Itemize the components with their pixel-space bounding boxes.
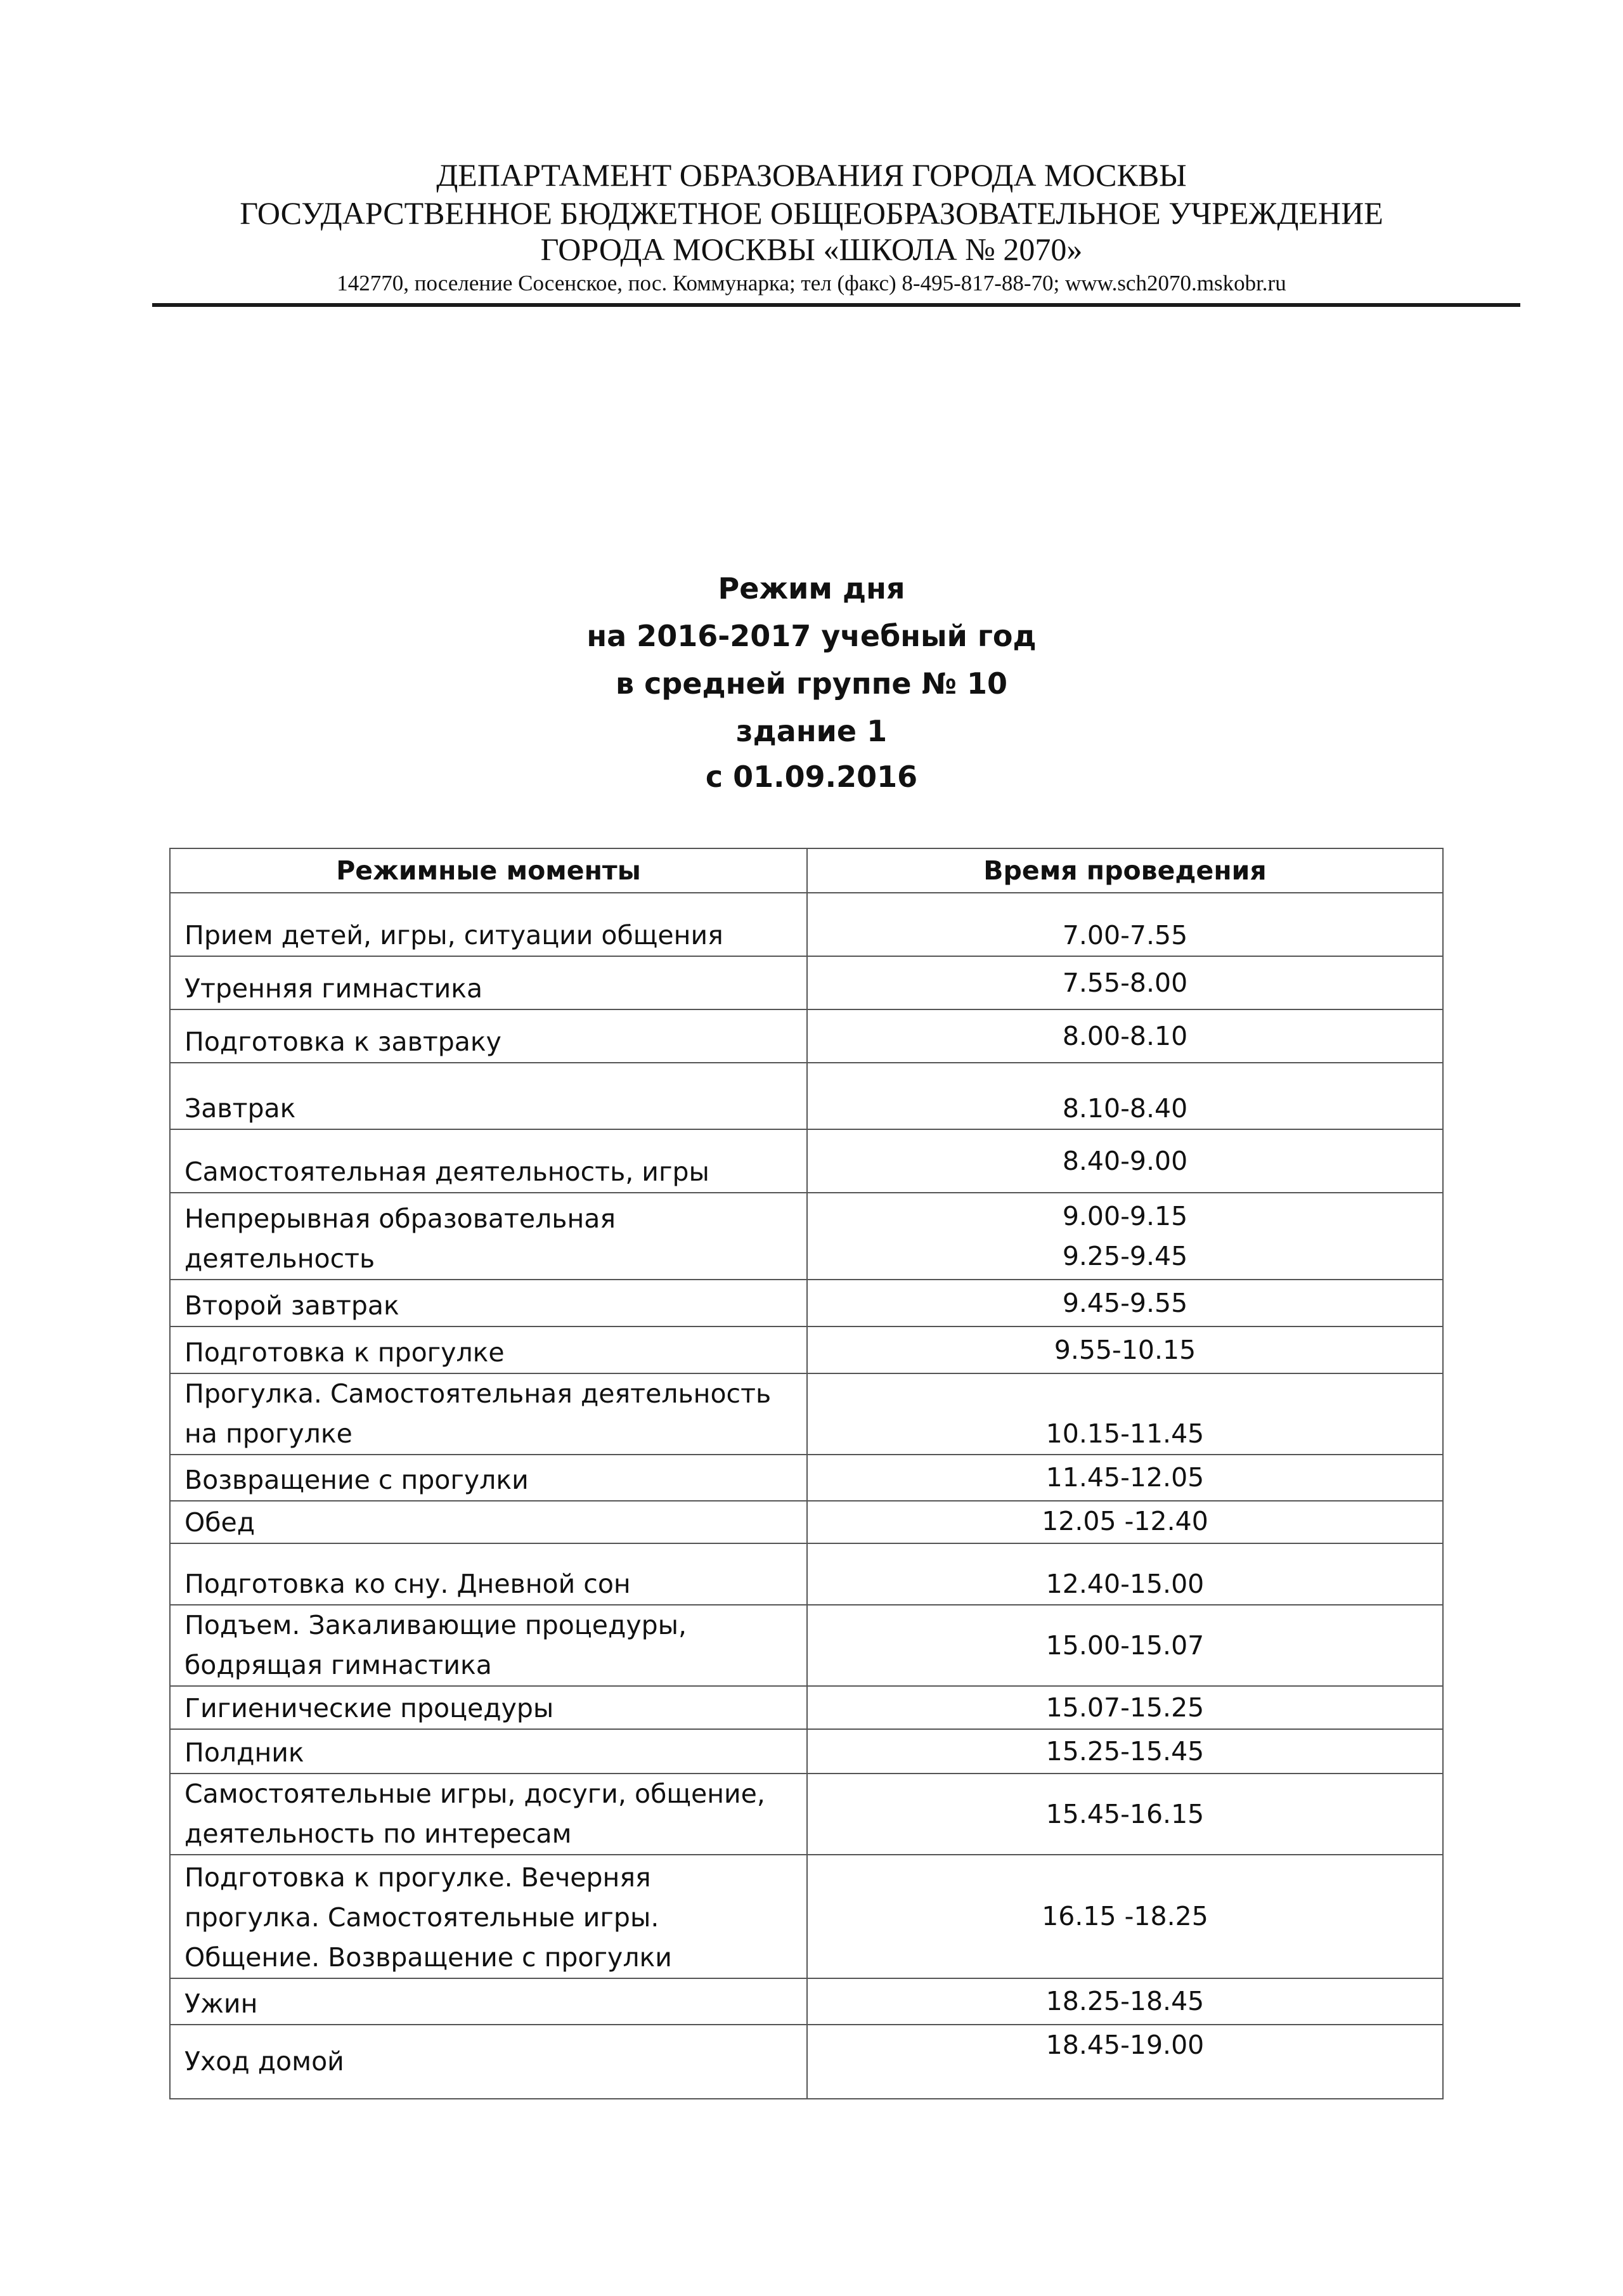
time-text: 7.00-7.55 xyxy=(1062,920,1188,950)
activity-cell xyxy=(170,1543,807,1605)
table-row xyxy=(170,1729,1443,1774)
table-row xyxy=(170,1686,1443,1729)
time-text: 15.07-15.25 xyxy=(1045,1692,1205,1723)
table-row xyxy=(170,1605,1443,1686)
activity-text: Подъем. Закаливающие процедуры, xyxy=(184,1610,687,1640)
time-text: 9.45-9.55 xyxy=(1062,1287,1188,1318)
activity-text: Непрерывная образовательная xyxy=(184,1203,616,1234)
table-row xyxy=(170,1129,1443,1193)
time-text: 12.40-15.00 xyxy=(1045,1569,1205,1599)
time-cell xyxy=(807,1543,1443,1605)
activity-cell xyxy=(170,1501,807,1543)
activity-text: Уход домой xyxy=(184,2046,344,2077)
table-row xyxy=(170,1009,1443,1063)
time-text: 10.15-11.45 xyxy=(1045,1418,1205,1449)
activity-cell xyxy=(170,1729,807,1774)
table-row xyxy=(170,1455,1443,1501)
table-header-row xyxy=(170,848,1443,893)
time-text: 9.00-9.15 xyxy=(1062,1200,1188,1231)
activity-cell xyxy=(170,1855,807,1978)
time-text: 7.55-8.00 xyxy=(1062,967,1188,998)
time-text: 18.25-18.45 xyxy=(1045,1986,1205,2016)
time-text: 8.00-8.10 xyxy=(1062,1020,1188,1051)
activity-cell xyxy=(170,1326,807,1373)
time-cell xyxy=(807,893,1443,956)
activity-text: Подготовка ко сну. Дневной сон xyxy=(184,1569,631,1599)
table-row xyxy=(170,1855,1443,1978)
time-cell xyxy=(807,1193,1443,1280)
activity-text: Ужин xyxy=(184,1988,258,2019)
time-text: 9.55-10.15 xyxy=(1054,1334,1196,1365)
time-cell xyxy=(807,1501,1443,1543)
schedule-table xyxy=(169,848,1444,2099)
table-row xyxy=(170,1501,1443,1543)
activity-cell xyxy=(170,1605,807,1686)
activity-cell xyxy=(170,1373,807,1455)
activity-text: Самостоятельные игры, досуги, общение, xyxy=(184,1779,765,1809)
activity-text: бодрящая гимнастика xyxy=(184,1650,492,1680)
activity-text: Прием детей, игры, ситуации общения xyxy=(184,920,723,950)
activity-text: прогулка. Самостоятельные игры. xyxy=(184,1902,659,1933)
activity-text: деятельность xyxy=(184,1243,375,1274)
time-text: 8.40-9.00 xyxy=(1062,1145,1188,1176)
title-line-3: в средней группе № 10 xyxy=(616,666,1007,701)
activity-text: Подготовка к завтраку xyxy=(184,1027,501,1057)
time-text: 12.05 -12.40 xyxy=(1042,1506,1208,1536)
table-row xyxy=(170,1543,1443,1605)
activity-text: деятельность по интересам xyxy=(184,1819,572,1849)
time-cell xyxy=(807,2025,1443,2099)
time-cell xyxy=(807,1686,1443,1729)
time-cell xyxy=(807,1855,1443,1978)
department-name: ДЕПАРТАМЕНТ ОБРАЗОВАНИЯ ГОРОДА МОСКВЫ xyxy=(436,157,1187,193)
table-row xyxy=(170,1193,1443,1280)
table-row xyxy=(170,2025,1443,2099)
time-cell xyxy=(807,1129,1443,1193)
activity-cell xyxy=(170,956,807,1009)
activity-cell xyxy=(170,1063,807,1129)
activity-cell xyxy=(170,1280,807,1326)
table-row xyxy=(170,956,1443,1009)
activity-cell xyxy=(170,1455,807,1501)
time-cell xyxy=(807,956,1443,1009)
title-line-1: Режим дня xyxy=(718,571,905,606)
table-row xyxy=(170,1978,1443,2025)
time-cell xyxy=(807,1729,1443,1774)
activity-cell xyxy=(170,1978,807,2025)
time-text: 9.25-9.45 xyxy=(1062,1240,1188,1271)
activity-text: Общение. Возвращение с прогулки xyxy=(184,1942,672,1973)
activity-cell xyxy=(170,893,807,956)
activity-text: Самостоятельная деятельность, игры xyxy=(184,1157,709,1187)
activity-text: Обед xyxy=(184,1507,255,1538)
institution-name: ГОСУДАРСТВЕННОЕ БЮДЖЕТНОЕ ОБЩЕОБРАЗОВАТЕЛЬНОЕ УЧРЕЖДЕНИЕ xyxy=(240,195,1383,231)
table-row xyxy=(170,1774,1443,1855)
time-text: 11.45-12.05 xyxy=(1045,1462,1205,1493)
time-cell xyxy=(807,1280,1443,1326)
activity-cell xyxy=(170,1129,807,1193)
time-cell xyxy=(807,1009,1443,1063)
table-row xyxy=(170,1280,1443,1326)
time-cell xyxy=(807,1455,1443,1501)
activity-text: Утренняя гимнастика xyxy=(184,973,483,1004)
column-header-activity: Режимные моменты xyxy=(170,848,807,893)
title-line-5: с 01.09.2016 xyxy=(705,760,918,794)
activity-text: на прогулке xyxy=(184,1418,352,1449)
school-name: ГОРОДА МОСКВЫ «ШКОЛА № 2070» xyxy=(540,231,1083,267)
time-cell xyxy=(807,1605,1443,1686)
time-text: 16.15 -18.25 xyxy=(1042,1901,1208,1931)
activity-cell xyxy=(170,1686,807,1729)
time-text: 18.45-19.00 xyxy=(1045,2030,1205,2060)
activity-text: Завтрак xyxy=(184,1093,296,1124)
activity-text: Возвращение с прогулки xyxy=(184,1465,529,1495)
table-row xyxy=(170,893,1443,956)
time-text: 15.00-15.07 xyxy=(1045,1630,1205,1661)
letterhead-divider xyxy=(152,303,1520,307)
activity-cell xyxy=(170,1193,807,1280)
time-cell xyxy=(807,1978,1443,2025)
table-row xyxy=(170,1326,1443,1373)
activity-text: Подготовка к прогулке xyxy=(184,1337,505,1368)
school-address: 142770, поселение Сосенское, пос. Коммунарка; тел (факс) 8-495-817-88-70; www.sch2070.mskobr.ru xyxy=(337,271,1286,295)
title-line-2: на 2016-2017 учебный год xyxy=(586,619,1037,653)
activity-text: Полдник xyxy=(184,1737,304,1768)
table-row xyxy=(170,1373,1443,1455)
time-cell xyxy=(807,1326,1443,1373)
time-cell xyxy=(807,1063,1443,1129)
activity-text: Прогулка. Самостоятельная деятельность xyxy=(184,1378,772,1409)
activity-text: Гигиенические процедуры xyxy=(184,1693,554,1723)
activity-cell xyxy=(170,2025,807,2099)
activity-text: Подготовка к прогулке. Вечерняя xyxy=(184,1862,651,1893)
time-cell xyxy=(807,1373,1443,1455)
activity-cell xyxy=(170,1009,807,1063)
time-cell xyxy=(807,1774,1443,1855)
activity-text: Второй завтрак xyxy=(184,1290,399,1321)
title-line-4: здание 1 xyxy=(735,714,888,748)
column-header-time: Время проведения xyxy=(807,848,1443,893)
activity-cell xyxy=(170,1774,807,1855)
time-text: 8.10-8.40 xyxy=(1062,1093,1188,1124)
table-row xyxy=(170,1063,1443,1129)
time-text: 15.25-15.45 xyxy=(1045,1735,1205,1767)
time-text: 15.45-16.15 xyxy=(1045,1798,1205,1829)
